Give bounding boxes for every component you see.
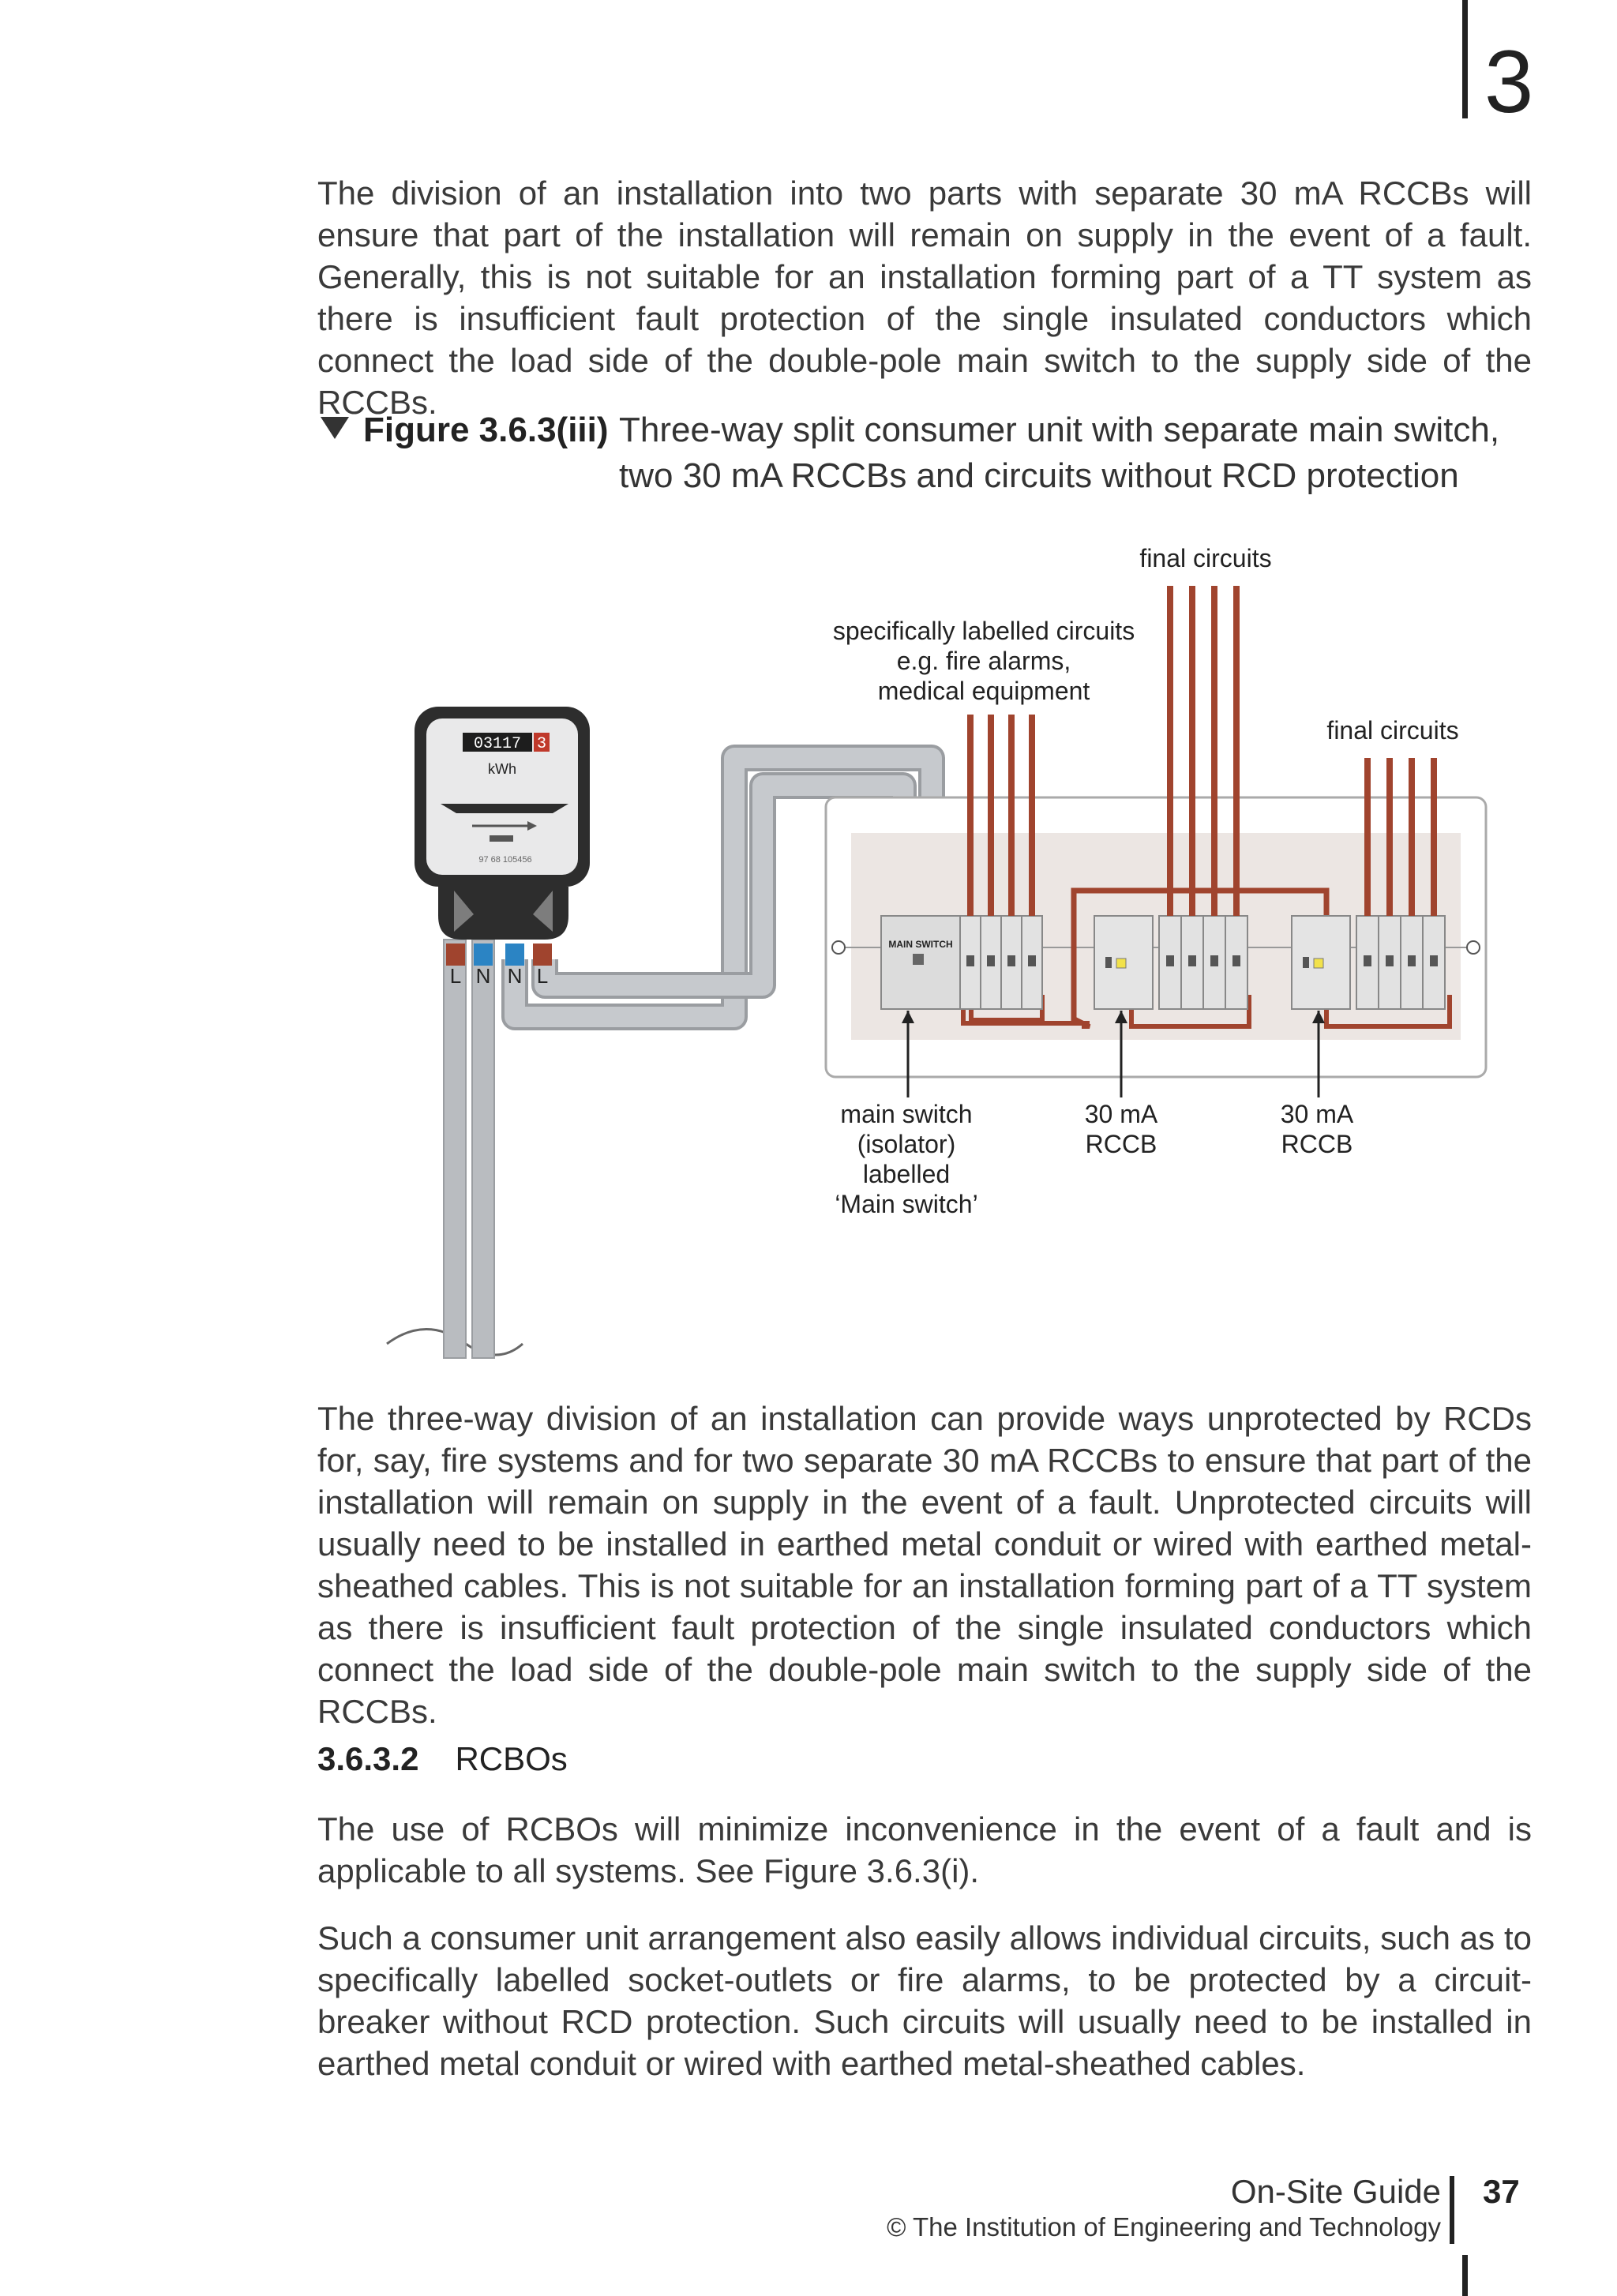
page-number: 37 bbox=[1483, 2173, 1520, 2210]
rccb-1-toggle bbox=[1105, 957, 1112, 968]
figure-caption: Three-way split consumer unit with separate main switch, two 30 mA RCCBs and circuits without RCD protection bbox=[619, 411, 1500, 495]
terminal-L1-tail bbox=[446, 944, 465, 966]
terminal-L1-label: L bbox=[449, 964, 462, 988]
label-final-circuits-right: final circuits bbox=[1326, 716, 1459, 745]
label-main-switch-line2: (isolator) bbox=[857, 1130, 956, 1158]
rccb-2-toggle bbox=[1303, 957, 1309, 968]
paragraph-1: The division of an installation into two parts with separate 30 mA RCCBs will ensure that part of the installation will remain on supply in the event of a fault. Generally, this is not suitable for an installation forming part of a TT system as there is insufficient fault protection of the single insulated conductors which connect the load side of the double-pole main switch to the supply side of the RCCBs. bbox=[317, 174, 1532, 421]
meter-unit: kWh bbox=[488, 761, 516, 777]
rccb-1-test-button bbox=[1116, 959, 1126, 968]
rccb-2-test-button bbox=[1314, 959, 1323, 968]
mcb-1-toggle bbox=[966, 955, 974, 966]
mcb-5-toggle bbox=[1166, 955, 1174, 966]
meter-reading: 03117 bbox=[473, 735, 522, 753]
mcb-9-toggle bbox=[1364, 955, 1371, 966]
terminal-N2-tail bbox=[505, 944, 524, 966]
mcb-11-toggle bbox=[1408, 955, 1416, 966]
section-title: RCBOs bbox=[455, 1740, 568, 1777]
meter-serial: 97 68 105456 bbox=[478, 855, 532, 865]
mcb-12-toggle bbox=[1430, 955, 1438, 966]
bottom-bar bbox=[1462, 2255, 1468, 2296]
supply-cable-2 bbox=[472, 940, 494, 1358]
mcb-4-toggle bbox=[1028, 955, 1036, 966]
label-rccb1-line1: 30 mA bbox=[1084, 1100, 1158, 1128]
terminal-N1-label: N bbox=[475, 964, 491, 988]
main-switch-text: MAIN SWITCH bbox=[888, 939, 953, 950]
section-number: 3.6.3.2 bbox=[317, 1740, 419, 1777]
footer-divider bbox=[1450, 2176, 1454, 2244]
label-specific-line2: e.g. fire alarms, bbox=[896, 647, 1071, 675]
paragraph-4: Such a consumer unit arrangement also easily allows individual circuits, such as to specifically labelled socket-outlets or fire alarms, to be protected by a circuit-breaker without RCD protection. Such circuits will usually need to be installed in earthed metal conduit or wired with earthed metal-sheathed cables. bbox=[317, 1919, 1532, 2082]
footer-title: On-Site Guide bbox=[1230, 2173, 1441, 2210]
figure-label: Figure 3.6.3(iii) bbox=[363, 411, 609, 449]
label-final-circuits-top: final circuits bbox=[1139, 544, 1272, 572]
label-rccb2-line2: RCCB bbox=[1281, 1130, 1353, 1158]
label-main-switch-line1: main switch bbox=[840, 1100, 973, 1128]
meter-last-digit: 3 bbox=[536, 735, 547, 753]
fixing-screw-right bbox=[1467, 941, 1480, 954]
footer-copyright: © The Institution of Engineering and Technology bbox=[887, 2212, 1441, 2242]
label-rccb1-line2: RCCB bbox=[1085, 1130, 1157, 1158]
terminal-L2-tail bbox=[533, 944, 552, 966]
label-main-switch-line4: ‘Main switch’ bbox=[835, 1190, 978, 1218]
label-specific-line3: medical equipment bbox=[877, 677, 1090, 705]
section-heading bbox=[317, 1739, 568, 1780]
meter-mark bbox=[490, 835, 513, 842]
terminal-L2-label: L bbox=[536, 964, 549, 988]
supply-cable-1 bbox=[444, 940, 466, 1358]
mcb-8-toggle bbox=[1232, 955, 1240, 966]
label-rccb2-line1: 30 mA bbox=[1280, 1100, 1354, 1128]
mcb-10-toggle bbox=[1386, 955, 1394, 966]
mcb-7-toggle bbox=[1210, 955, 1218, 966]
paragraph-2: The three-way division of an installation can provide ways unprotected by RCDs for, say, fire systems and for two separate 30 mA RCCBs to ensure that part of the installation will remain on supply in the event of a fault. Unprotected circuits will usually need to be installed in earthed metal conduit or wired with earthed metal-sheathed cables. This is not suitable for an installation forming part of a TT system as there is insufficient fault protection of the single insulated conductors which connect the load side of the double-pole main switch to the supply side of the RCCBs. bbox=[317, 1400, 1532, 1730]
terminal-N2-label: N bbox=[507, 964, 523, 988]
paragraph-3: The use of RCBOs will minimize inconvenience in the event of a fault and is applicable to all systems. See Figure 3.6.3(i). bbox=[317, 1810, 1532, 1889]
terminal-N1-tail bbox=[474, 944, 493, 966]
mcb-6-toggle bbox=[1188, 955, 1196, 966]
mcb-2-toggle bbox=[987, 955, 995, 966]
meter-disc bbox=[441, 804, 568, 813]
chapter-number: 3 bbox=[1484, 32, 1534, 131]
fixing-screw-left bbox=[832, 941, 845, 954]
mcb-3-toggle bbox=[1007, 955, 1015, 966]
label-main-switch-line3: labelled bbox=[862, 1160, 951, 1188]
label-specific-line1: specifically labelled circuits bbox=[832, 617, 1135, 645]
main-switch-lever bbox=[913, 954, 924, 965]
